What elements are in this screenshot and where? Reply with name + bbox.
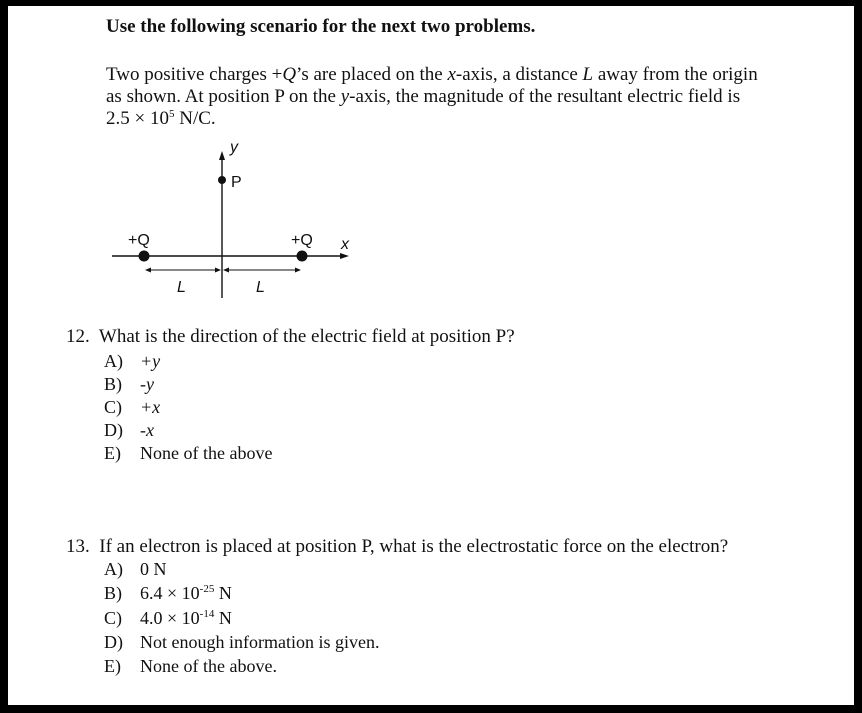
question-text: If an electron is placed at position P, what is the electrostatic force on the electron? [99,536,729,557]
scenario-heading: Use the following scenario for the next two problems. [106,16,536,37]
option-letter: E) [104,443,121,463]
exponent: 5 [168,108,175,120]
distance-left-arrow-end [215,268,221,273]
option-text: -y [140,374,154,394]
worksheet-page [8,6,854,705]
point-p-label: P [231,174,242,191]
q12-option-d [104,420,154,441]
text-segment: x [447,64,456,85]
q13-option-b [104,583,232,604]
option-letter: A) [104,351,123,371]
option-text: -x [140,420,154,440]
question-number: 12. [66,326,90,347]
question-13 [66,536,728,558]
text-segment: 2.5 × 10 [106,108,169,129]
text-segment: L [582,64,594,85]
text-segment: as shown. At position P on the [106,86,341,107]
distance-right-arrow-start [223,268,229,273]
text-segment: Q [282,64,297,85]
option-letter: C) [104,608,122,628]
option-letter: D) [104,420,123,440]
option-text: 6.4 × 10 [140,583,200,603]
exponent: -25 [199,583,215,595]
x-axis-label: x [341,236,349,253]
text-segment: ’s are placed on the [296,64,448,85]
option-text: 4.0 × 10 [140,608,200,628]
question-text: What is the direction of the electric field at position P? [98,326,515,347]
text-segment: -axis, the magnitude of the resultant electric field is [349,86,741,107]
q13-option-e [104,656,277,677]
charge-left-dot [139,251,150,262]
q13-option-d [104,632,379,653]
option-text: 0 N [140,559,167,579]
option-letter: B) [104,583,122,603]
exponent: -14 [199,608,215,620]
q12-option-e [104,443,272,464]
y-axis-arrowhead [219,151,225,160]
charge-right-dot [297,251,308,262]
text-segment: away from the origin [593,64,758,85]
text-segment: N/C. [174,108,216,129]
y-axis-label: y [230,139,238,156]
option-letter: E) [104,656,121,676]
option-text: None of the above [140,443,273,463]
option-text: None of the above. [140,656,277,676]
q12-option-a [104,351,160,372]
option-unit: N [214,583,232,603]
option-text: +x [140,397,161,417]
option-letter: D) [104,632,123,652]
charge-left-label: +Q [128,232,150,249]
option-text: Not enough information is given. [140,632,380,652]
option-text: +y [140,351,161,371]
distance-left-label: L [177,279,186,296]
point-p-dot [218,176,226,184]
question-number: 13. [66,536,90,557]
q13-option-c [104,608,232,629]
option-letter: B) [104,374,122,394]
charge-right-label: +Q [291,232,313,249]
option-letter: C) [104,397,122,417]
q12-option-b [104,374,154,395]
q12-option-c [104,397,160,418]
text-segment: y [340,86,350,107]
option-unit: N [214,608,232,628]
x-axis-arrowhead [340,253,349,259]
text-segment: Two positive charges + [106,64,283,85]
distance-right-label: L [256,279,265,296]
q13-option-a [104,559,167,580]
distance-right-arrow-end [295,268,301,273]
text-segment: -axis, a distance [455,64,583,85]
distance-left-arrow-start [145,268,151,273]
option-letter: A) [104,559,123,579]
question-12 [66,326,515,348]
